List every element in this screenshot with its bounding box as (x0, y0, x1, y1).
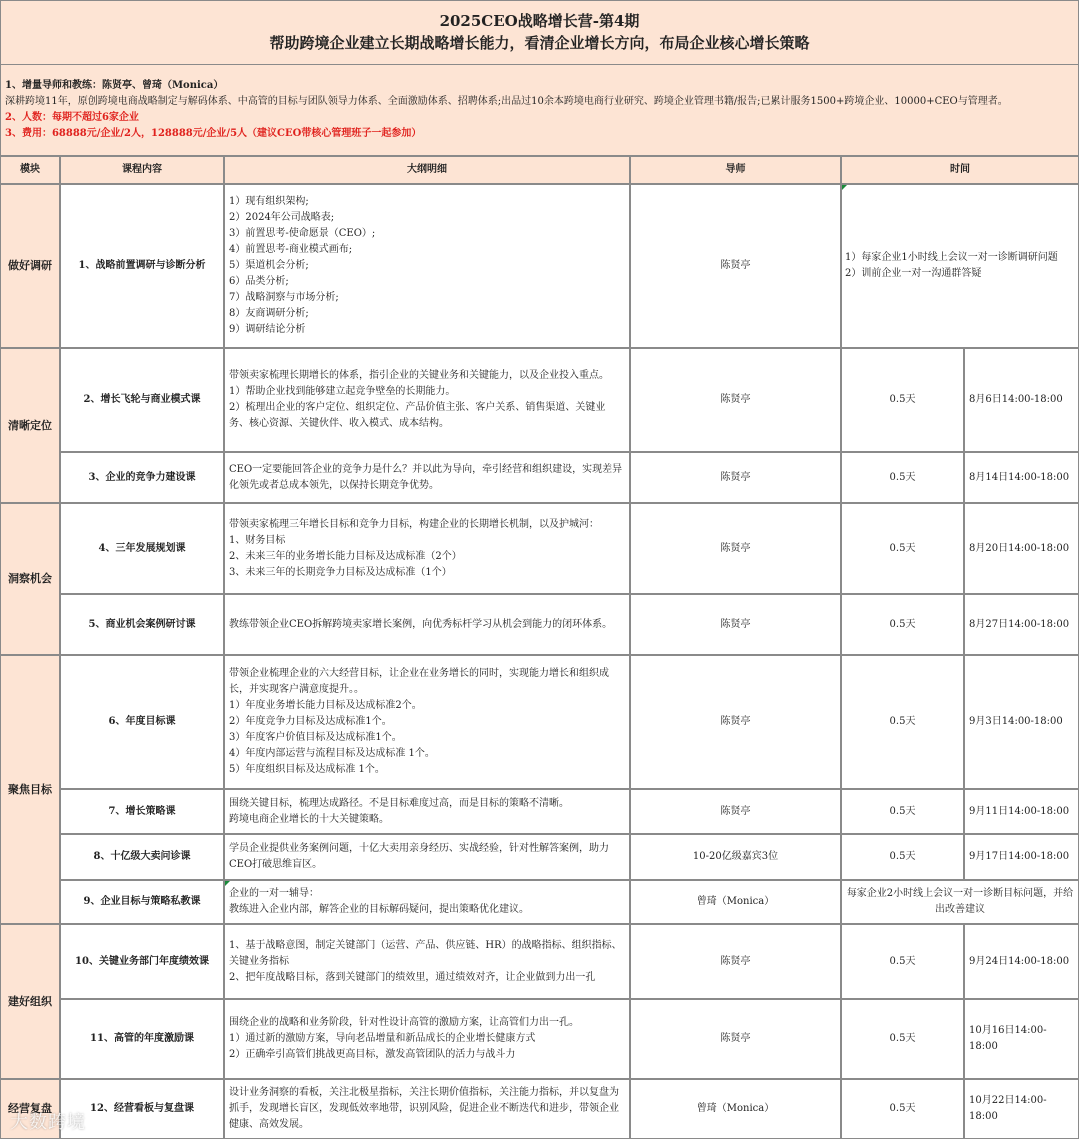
mentor-cell (630, 924, 841, 999)
outline-lines (229, 796, 569, 828)
date-cell-text: 8月27日14:00-18:00 (969, 618, 1070, 630)
outline-line: 2）梳理出企业的客户定位、组织定位、产品价值主张、客户关系、销售渠道、关键业务、核心资源、关键伙伴、收入模式、成本结构。 (229, 402, 606, 429)
time-note-lines (845, 250, 1058, 282)
duration-cell (841, 924, 964, 999)
duration-cell-text: 0.5天 (889, 618, 916, 630)
time-note (841, 184, 1079, 348)
course-name-text: 7、增长策略课 (108, 805, 176, 817)
date-cell (964, 834, 1079, 880)
course-name-text: 5、商业机会案例研讨课 (88, 618, 196, 630)
module-cell-text: 做好调研 (8, 259, 52, 272)
module-cell-text: 聚焦目标 (8, 782, 52, 796)
col-mentor-header (630, 156, 841, 184)
outline-detail (224, 924, 630, 999)
outline-line: 1）帮助企业找到能够建立起竞争壁垒的长期能力。 (229, 386, 456, 397)
outline-line: 2）年度竞争力目标及达成标准1个。 (229, 716, 392, 727)
outline-detail (224, 1079, 630, 1139)
outline-line: 5）年度组织目标及达成标准 1个。 (229, 764, 385, 775)
course-name-text: 9、企业目标与策略私教课 (83, 896, 201, 907)
outline-line: 教练带领企业CEO拆解跨境卖家增长案例，向优秀标杆学习从机会到能力的闭环体系。 (229, 618, 613, 630)
col-time-header (841, 156, 1079, 184)
module-cell-text: 洞察机会 (8, 572, 52, 585)
outline-line: 8）友商调研分析; (229, 308, 309, 319)
sheet-subtitle: 帮助跨境企业建立长期战略增长能力，看清企业增长方向，布局企业核心增长策略 (269, 34, 810, 52)
date-cell (964, 594, 1079, 655)
col-course-header-text: 课程内容 (122, 164, 162, 175)
col-outline-header-text: 大纲明细 (407, 164, 447, 175)
outline-detail (224, 999, 630, 1079)
mentor-cell-text: 曾琦（Monica） (696, 896, 775, 907)
mentor-cell (630, 999, 841, 1079)
course-name (60, 834, 224, 880)
outline-lines (229, 1015, 579, 1063)
outline-line: 4）年度内部运营与流程目标及达成标准 1个。 (229, 748, 435, 759)
col-course-header (60, 156, 224, 184)
outline-line: 带领卖家梳理长期增长的体系，指引企业的关键业务和关键能力，以及企业投入重点。 (229, 370, 609, 381)
program-info (0, 65, 1079, 156)
course-name (60, 924, 224, 999)
outline-line: 1）通过新的激励方案，导向老品增量和新品成长的企业增长健康方式 (229, 1033, 536, 1044)
course-name-text: 8、十亿级大卖问诊课 (93, 851, 191, 862)
outline-detail (224, 789, 630, 834)
info-mentors: 1、增量导师和教练：陈贤亭、曾琦（Monica） (5, 80, 224, 91)
course-name (60, 503, 224, 594)
module-cell-text: 清晰定位 (8, 418, 52, 432)
date-cell-text: 10月22日14:00-18:00 (969, 1095, 1047, 1122)
outline-lines (229, 1085, 625, 1133)
course-name-text: 6、年度目标课 (108, 716, 176, 727)
date-cell-text: 9月3日14:00-18:00 (969, 716, 1063, 727)
outline-detail (224, 834, 630, 880)
mentor-cell (630, 184, 841, 348)
outline-lines (229, 938, 625, 986)
outline-line: 围绕关键目标，梳理达成路径。不是目标难度过高，而是目标的策略不清晰。 (229, 797, 569, 809)
module-cell (0, 503, 60, 655)
course-name (60, 655, 224, 789)
time-note-line: 1）每家企业1小时线上会议一对一诊断调研问题 (845, 252, 1058, 263)
course-name (60, 452, 224, 503)
mentor-cell-text: 陈贤亭 (720, 805, 751, 817)
outline-line: 4）前置思考-商业模式画布; (229, 244, 353, 255)
duration-cell (841, 834, 964, 880)
outline-lines (229, 194, 375, 338)
course-name-text: 4、三年发展规划课 (98, 542, 186, 554)
sheet-title: 2025CEO战略增长营-第4期 (439, 12, 640, 30)
mentor-cell-text: 曾琦（Monica） (696, 1103, 775, 1114)
outline-line: 2）正确牵引高管们挑战更高目标，激发高管团队的活力与战斗力 (229, 1049, 516, 1060)
mentor-cell (630, 834, 841, 880)
outline-lines (229, 886, 529, 918)
date-cell-text: 8月6日14:00-18:00 (969, 394, 1063, 405)
outline-line: 3、未来三年的长期竞争力目标及达成标准（1个） (229, 566, 452, 578)
mentor-cell-text: 陈贤亭 (720, 394, 751, 405)
watermark-logo: 大数跨境 (10, 1112, 86, 1133)
course-name (60, 880, 224, 924)
duration-cell (841, 655, 964, 789)
time-note-line: 每家企业2小时线上会议一对一诊断目标问题，并给出改善建议 (846, 888, 1074, 915)
outline-detail (224, 880, 630, 924)
col-outline-header (224, 156, 630, 184)
outline-line: 1）年度业务增长能力目标及达成标准2个。 (229, 700, 422, 711)
mentor-cell-text: 陈贤亭 (720, 618, 751, 630)
outline-line: 3）年度客户价值目标及达成标准1个。 (229, 732, 402, 743)
outline-lines (229, 666, 625, 778)
col-module-header-text: 模块 (20, 164, 40, 175)
mentor-cell-text: 10-20亿级嘉宾3位 (692, 851, 779, 862)
mentor-cell (630, 594, 841, 655)
mentor-cell-text: 陈贤亭 (720, 260, 751, 271)
outline-line: 2、把年度战略目标，落到关键部门的绩效里，通过绩效对齐，让企业做到力出一孔 (229, 971, 596, 983)
outline-line: 设计业务洞察的看板，关注北极星指标，关注长期价值指标，关注能力指标，并以复盘为抓手，发现增长盲区，发现低效率地带，识别风险，促进企业不断迭代和进步，带领企业健康、高效发展。 (229, 1087, 619, 1130)
outline-line: 跨境电商企业增长的十大关键策略。 (229, 813, 389, 825)
mentor-cell (630, 655, 841, 789)
outline-line: 2、未来三年的业务增长能力目标及达成标准（2个） (229, 550, 462, 562)
info-fee: 3、费用：68888元/企业/2人，128888元/企业/5人（建议CEO带核心管理班子一起参加） (5, 128, 422, 139)
mentor-cell (630, 789, 841, 834)
date-cell (964, 503, 1079, 594)
duration-cell (841, 348, 964, 452)
date-cell-text: 9月17日14:00-18:00 (969, 851, 1070, 862)
duration-cell-text: 0.5天 (889, 1103, 916, 1114)
sheet-header (0, 0, 1079, 65)
mentor-cell (630, 503, 841, 594)
info-headcount: 2、人数：每期不超过6家企业 (5, 112, 139, 123)
outline-detail (224, 594, 630, 655)
date-cell (964, 999, 1079, 1079)
duration-cell-text: 0.5天 (889, 716, 916, 727)
duration-cell-text: 0.5天 (889, 471, 916, 483)
outline-line: 1）现有组织架构; (229, 196, 309, 207)
outline-line: 教练进入企业内部，解答企业的目标解码疑问，提出策略优化建议。 (229, 904, 529, 915)
date-cell (964, 655, 1079, 789)
outline-detail (224, 348, 630, 452)
outline-line: 2）2024年公司战略表; (229, 212, 335, 223)
date-cell (964, 1079, 1079, 1139)
module-cell (0, 655, 60, 924)
outline-line: CEO一定要能回答企业的竞争力是什么？并以此为导向，牵引经营和组织建设，实现差异化领先或者总成本领先，以保持长期竞争优势。 (229, 463, 623, 491)
outline-detail (224, 184, 630, 348)
date-cell-text: 9月11日14:00-18:00 (969, 805, 1070, 817)
course-name-text: 12、经营看板与复盘课 (90, 1103, 194, 1114)
col-time-header-text: 时间 (950, 164, 970, 175)
duration-cell (841, 999, 964, 1079)
duration-cell (841, 789, 964, 834)
mentor-cell (630, 1079, 841, 1139)
mentor-cell-text: 陈贤亭 (720, 471, 751, 483)
mentor-cell-text: 陈贤亭 (720, 542, 751, 554)
outline-line: 学员企业提供业务案例问题，十亿大卖用亲身经历、实战经验，针对性解答案例，助力CEO打破思维盲区。 (229, 843, 609, 870)
course-name-text: 11、高管的年度激励课 (90, 1033, 194, 1044)
info-mentor-bio: 深耕跨境11年，原创跨境电商战略制定与解码体系、中高管的目标与团队领导力体系、全面激励体系、招聘体系;出品过10余本跨境电商行业研究、跨境企业管理书籍/报告;已累计服务1500+跨境企业、10000+CEO与管理者。 (5, 96, 1008, 107)
course-name-text: 3、企业的竞争力建设课 (88, 471, 196, 483)
date-cell-text: 9月24日14:00-18:00 (969, 955, 1070, 967)
outline-lines (229, 617, 612, 633)
course-name (60, 348, 224, 452)
module-cell (0, 924, 60, 1079)
mentor-cell (630, 880, 841, 924)
duration-cell-text: 0.5天 (889, 394, 916, 405)
outline-line: 围绕企业的战略和业务阶段，针对性设计高管的激励方案，让高管们力出一孔。 (229, 1017, 579, 1028)
outline-detail (224, 503, 630, 594)
module-cell-text: 经营复盘 (8, 1102, 52, 1115)
outline-lines (229, 841, 625, 873)
col-mentor-header-text: 导师 (725, 164, 746, 175)
course-name-text: 10、关键业务部门年度绩效课 (75, 955, 209, 967)
time-note-line: 2）训前企业一对一沟通群答疑 (845, 268, 982, 279)
duration-cell-text: 0.5天 (889, 1033, 916, 1044)
mentor-cell-text: 陈贤亭 (720, 1033, 751, 1044)
date-cell (964, 924, 1079, 999)
mentor-cell (630, 452, 841, 503)
date-cell-text: 8月20日14:00-18:00 (969, 542, 1070, 554)
course-name (60, 184, 224, 348)
outline-line: 6）品类分析; (229, 276, 289, 287)
outline-line: 5）渠道机会分析; (229, 260, 309, 271)
duration-cell (841, 594, 964, 655)
mentor-cell-text: 陈贤亭 (720, 716, 751, 727)
time-note (841, 880, 1079, 924)
outline-line: 1、财务目标 (229, 534, 286, 546)
duration-cell-text: 0.5天 (889, 851, 916, 862)
duration-cell-text: 0.5天 (889, 805, 916, 817)
course-name (60, 594, 224, 655)
duration-cell (841, 452, 964, 503)
mentor-cell (630, 348, 841, 452)
comment-marker-icon (225, 881, 230, 886)
duration-cell-text: 0.5天 (889, 542, 916, 554)
outline-line: 3）前置思考-使命愿景（CEO）; (229, 228, 376, 239)
outline-line: 带领卖家梳理三年增长目标和竞争力目标，构建企业的长期增长机制，以及护城河： (229, 518, 599, 530)
outline-detail (224, 655, 630, 789)
course-name (60, 999, 224, 1079)
col-module-header (0, 156, 60, 184)
course-name-text: 1、战略前置调研与诊断分析 (78, 260, 206, 271)
module-cell (0, 184, 60, 348)
module-cell (0, 348, 60, 503)
mentor-cell-text: 陈贤亭 (720, 955, 751, 967)
outline-lines (229, 462, 625, 494)
duration-cell (841, 503, 964, 594)
duration-cell-text: 0.5天 (889, 955, 916, 967)
date-cell (964, 452, 1079, 503)
course-name (60, 789, 224, 834)
date-cell-text: 8月14日14:00-18:00 (969, 471, 1070, 483)
outline-lines (229, 517, 599, 581)
course-name-text: 2、增长飞轮与商业模式课 (83, 394, 201, 405)
outline-line: 7）战略洞察与市场分析; (229, 292, 339, 303)
date-cell (964, 789, 1079, 834)
date-cell-text: 10月16日14:00-18:00 (969, 1025, 1047, 1052)
time-note-lines (845, 886, 1075, 918)
outline-line: 9）调研结论分析 (229, 324, 306, 335)
duration-cell (841, 1079, 964, 1139)
outline-line: 企业的一对一辅导： (229, 888, 319, 899)
module-cell-text: 建好组织 (8, 994, 52, 1008)
outline-line: 带领企业梳理企业的六大经营目标，让企业在业务增长的同时，实现能力增长和组织成长，并实现客户满意度提升。。 (229, 668, 609, 695)
date-cell (964, 348, 1079, 452)
comment-marker-icon (842, 185, 847, 190)
outline-detail (224, 452, 630, 503)
outline-lines (229, 368, 625, 432)
outline-line: 1、基于战略意图，制定关键部门（运营、产品、供应链、HR）的战略指标、组织指标、关键业务指标 (229, 939, 622, 967)
